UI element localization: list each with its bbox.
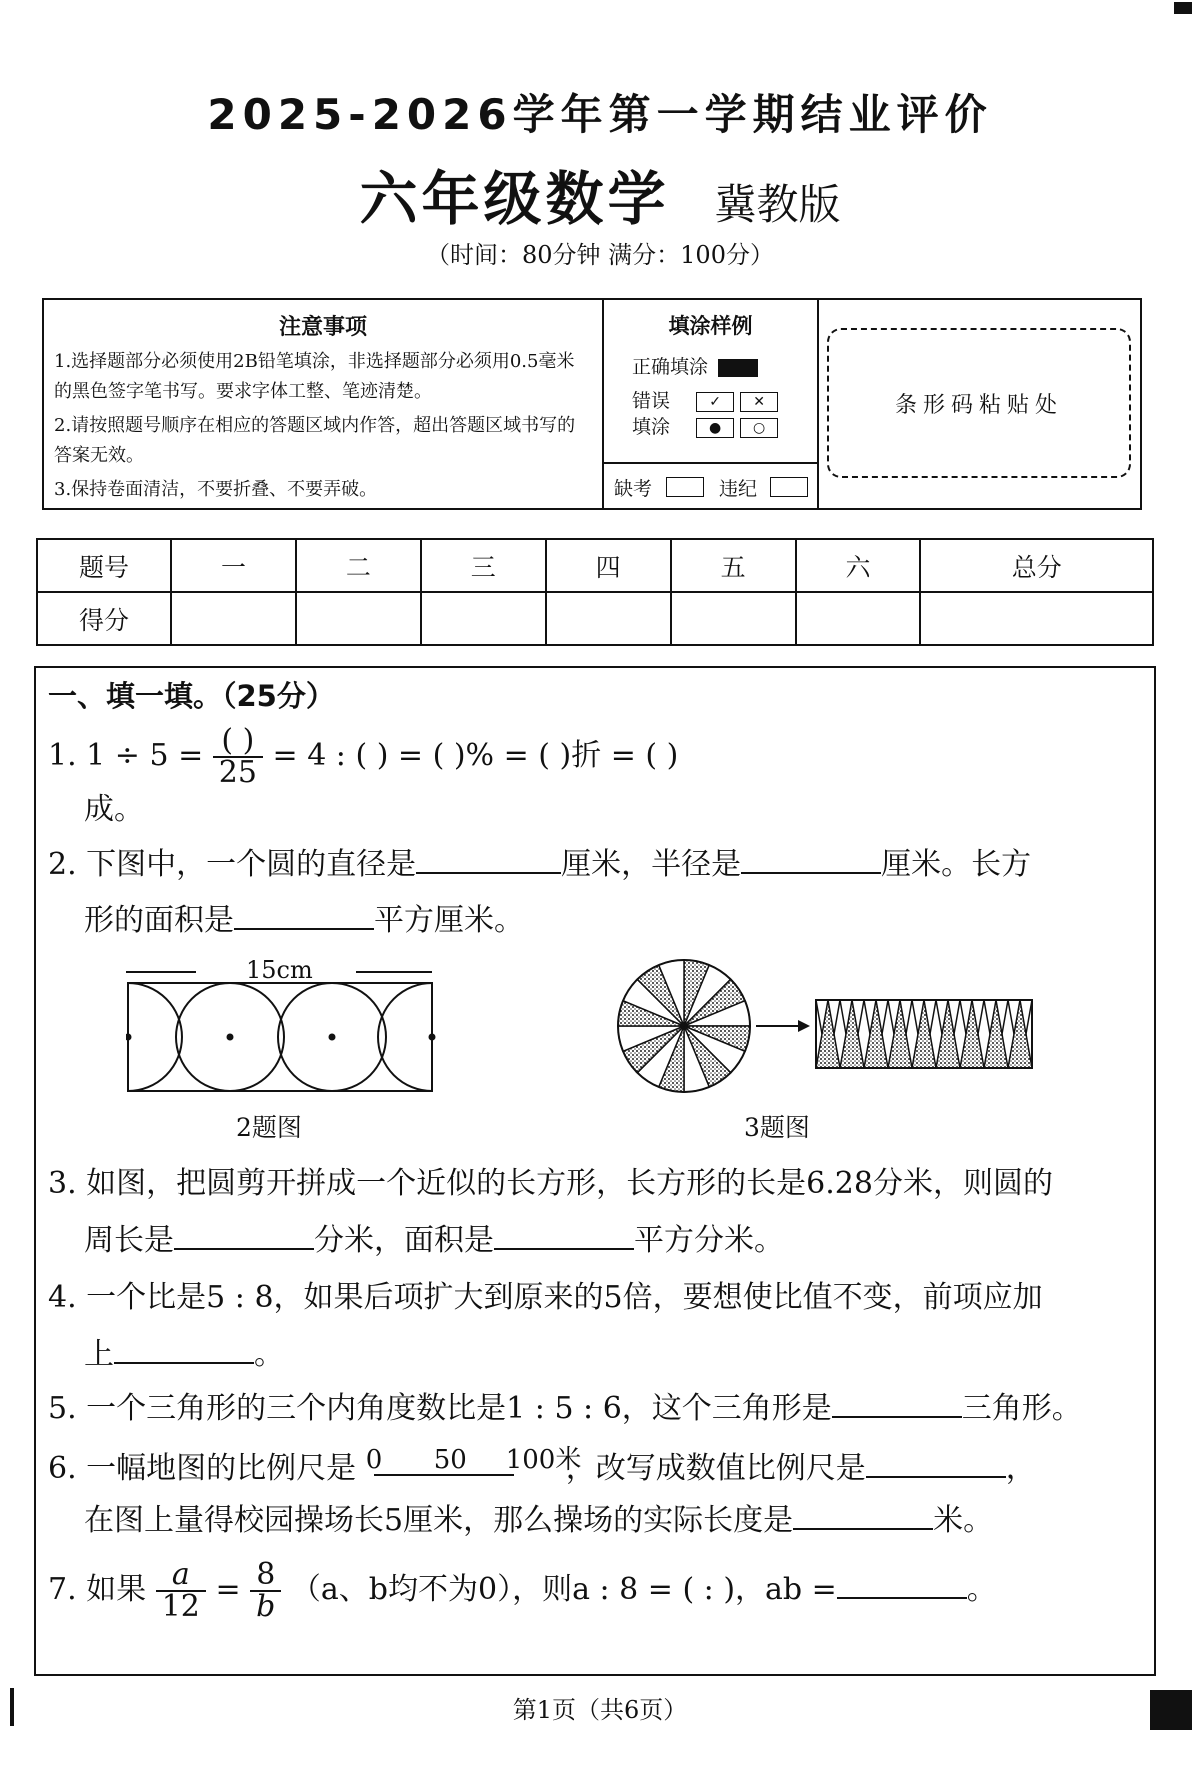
question-2	[48, 844, 1031, 885]
wrong-fill-row-2	[632, 412, 778, 439]
wrong-fill-label-2: 填涂	[632, 416, 671, 438]
figure-3-caption: 3题图	[744, 1113, 810, 1142]
dot-fill-icon: ●	[696, 418, 734, 438]
note-item: 2.请按照题号顺序在相应的答题区域内作答，超出答题区域书写的答案无效。	[54, 415, 576, 466]
section-one-box	[34, 666, 1156, 1676]
check-mark-icon: ✓	[696, 392, 734, 412]
score-cell[interactable]	[421, 592, 546, 645]
q6-text-d: 在图上量得校园操场长5厘米，那么操场的实际长度是	[84, 1503, 794, 1538]
answer-blank[interactable]	[114, 1334, 254, 1364]
answer-blank[interactable]	[793, 1500, 933, 1530]
notes-box	[42, 298, 1142, 510]
exam-title: 2025-2026学年第一学期结业评价	[207, 90, 993, 139]
q6-text-e: 米。	[933, 1503, 994, 1538]
q2-text-e: 平方厘米。	[374, 903, 524, 938]
q7-fraction-b	[250, 1557, 281, 1624]
question-number: 1.	[48, 738, 77, 773]
cross-mark-icon: ✕	[740, 392, 778, 412]
score-cell[interactable]	[920, 592, 1153, 645]
answer-blank[interactable]	[741, 844, 881, 874]
note-item: 1.选择题部分必须使用2B铅笔填涂，非选择题部分必须用0.5毫米的黑色签字笔书写。要求字体工整、笔迹清楚。	[54, 351, 575, 402]
score-cell[interactable]	[296, 592, 421, 645]
left-semicircle	[128, 983, 182, 1091]
q1-text-b: = 4 : ( ) = ( )% = ( )折 = ( )	[272, 738, 679, 773]
q2-text-d: 形的面积是	[84, 903, 234, 938]
sample-heading: 填涂样例	[668, 313, 753, 338]
q4-text-b: 上	[84, 1337, 114, 1372]
score-table-score-row	[37, 592, 1153, 645]
table-cell: 六	[796, 539, 921, 592]
table-cell: 得分	[37, 592, 171, 645]
fraction-denominator: b	[256, 1589, 276, 1624]
fraction-numerator: ( )	[213, 726, 263, 758]
table-cell: 四	[546, 539, 671, 592]
correct-fill-row	[632, 352, 758, 379]
question-6-line2	[84, 1500, 993, 1541]
q7-text-a: 如果	[86, 1572, 147, 1607]
note-item: 3.保持卷面清洁，不要折叠、不要弄破。	[54, 479, 378, 500]
fraction-denominator: 25	[218, 755, 257, 790]
q6-text-a: 一幅地图的比例尺是	[86, 1451, 357, 1486]
q1-fraction	[213, 723, 263, 790]
fill-sample-section	[604, 300, 819, 508]
table-cell: 三	[421, 539, 546, 592]
fraction-denominator: 12	[161, 1589, 200, 1624]
q3-text-b: 周长是	[84, 1223, 174, 1258]
scale-tick-label: 50	[433, 1445, 467, 1475]
q3-text-a: 如图，把圆剪开拼成一个近似的长方形，长方形的长是6.28分米，则圆的	[86, 1166, 1053, 1201]
question-number: 3.	[48, 1166, 77, 1201]
question-7	[48, 1557, 997, 1624]
question-1	[48, 723, 679, 790]
notes-section	[44, 300, 604, 508]
q1-text-c: 成。	[84, 792, 144, 827]
q2-text-a: 下图中，一个圆的直径是	[86, 847, 417, 882]
q4-text-c: 。	[254, 1337, 284, 1372]
page-footer: 第1页（共6页）	[512, 1696, 688, 1724]
q3-text-d: 平方分米。	[634, 1223, 784, 1258]
question-number: 6.	[48, 1451, 77, 1486]
answer-blank[interactable]	[866, 1448, 1006, 1478]
question-number: 5.	[48, 1391, 77, 1426]
edition-label: 冀教版	[714, 180, 841, 229]
absence-row	[604, 462, 817, 508]
scale-tick-label: 0	[365, 1445, 383, 1475]
question-number: 4.	[48, 1280, 77, 1315]
dimension-label: 15cm	[246, 958, 313, 984]
answer-blank[interactable]	[832, 1388, 962, 1418]
figure-2-diagram	[126, 958, 456, 1098]
notes-heading: 注意事项	[278, 314, 367, 340]
question-3	[48, 1164, 1053, 1204]
solid-fill-icon	[718, 359, 758, 377]
score-cell[interactable]	[671, 592, 796, 645]
violation-label: 违纪	[719, 478, 758, 500]
center-dot	[329, 1034, 336, 1041]
fraction-numerator: a	[156, 1560, 206, 1592]
table-cell: 五	[671, 539, 796, 592]
barcode-section	[819, 300, 1144, 508]
q6-text-b: ，改写成数值比例尺是	[565, 1451, 866, 1486]
cut-circle	[618, 960, 750, 1092]
question-number: 7.	[48, 1572, 77, 1607]
score-cell[interactable]	[796, 592, 921, 645]
table-cell: 一	[171, 539, 296, 592]
score-table	[36, 538, 1154, 646]
question-3-line2	[84, 1220, 784, 1261]
table-cell: 总分	[920, 539, 1153, 592]
scale-bar	[365, 1444, 582, 1478]
absent-label: 缺考	[614, 478, 653, 500]
question-4-line2	[84, 1334, 284, 1375]
q2-text-c: 厘米。长方	[881, 847, 1032, 882]
q6-text-c: ，	[1005, 1451, 1036, 1486]
correct-fill-label: 正确填涂	[632, 356, 709, 378]
table-cell: 二	[296, 539, 421, 592]
center-dot	[227, 1034, 234, 1041]
question-4	[48, 1278, 1043, 1318]
fraction-numerator: 8	[250, 1560, 281, 1592]
section-heading: 一、填一填。（25分）	[48, 679, 335, 713]
question-2-line2	[84, 900, 524, 941]
time-score: （时间：80分钟 满分：100分）	[426, 241, 774, 269]
barcode-area: 条形码粘贴处	[827, 328, 1131, 478]
arrow-head-icon	[798, 1020, 810, 1032]
scale-tick-label: 100米	[505, 1445, 582, 1475]
subject-name: 六年级数学	[359, 165, 670, 233]
center-dot	[429, 1034, 436, 1041]
q4-text-a: 一个比是5 : 8，如果后项扩大到原来的5倍，要想使比值不变，前项应加	[86, 1280, 1043, 1315]
score-table-header-row	[37, 539, 1153, 592]
center-dot	[126, 1034, 132, 1041]
q3-text-c: 分米，面积是	[314, 1223, 494, 1258]
q5-text-b: 三角形。	[961, 1391, 1082, 1426]
question-5	[48, 1388, 1082, 1429]
circle-fill-icon: ○	[740, 418, 778, 438]
figure-3-diagram	[616, 958, 1116, 1108]
answer-blank[interactable]	[174, 1220, 314, 1250]
corner-mark	[1174, 2, 1192, 14]
q7-text-c: 。	[966, 1572, 997, 1607]
approx-rectangle	[816, 1000, 1032, 1068]
question-6	[48, 1444, 1036, 1489]
score-cell[interactable]	[546, 592, 671, 645]
figure-2-caption: 2题图	[236, 1113, 302, 1142]
q2-text-b: 厘米，半径是	[561, 847, 742, 882]
wrong-fill-label: 错误	[632, 390, 671, 412]
q1-text-a: 1 ÷ 5 =	[86, 738, 204, 773]
table-cell: 题号	[37, 539, 171, 592]
wrong-fill-row	[632, 386, 778, 413]
subject-title	[0, 152, 1200, 236]
violation-checkbox[interactable]	[770, 477, 808, 497]
absent-checkbox[interactable]	[666, 477, 704, 497]
score-cell[interactable]	[171, 592, 296, 645]
q7-fraction-a	[156, 1557, 206, 1624]
q7-text-b: （a、b均不为0），则a : 8 = ( : )，ab =	[290, 1572, 837, 1607]
q5-text-a: 一个三角形的三个内角度数比是1 : 5 : 6，这个三角形是	[86, 1391, 832, 1426]
scale-line	[374, 1474, 514, 1476]
equals-sign: =	[215, 1572, 241, 1607]
answer-blank[interactable]	[837, 1569, 967, 1599]
answer-blank[interactable]	[494, 1220, 634, 1250]
answer-blank[interactable]	[416, 844, 561, 874]
answer-blank[interactable]	[234, 900, 374, 930]
question-number: 2.	[48, 847, 77, 882]
